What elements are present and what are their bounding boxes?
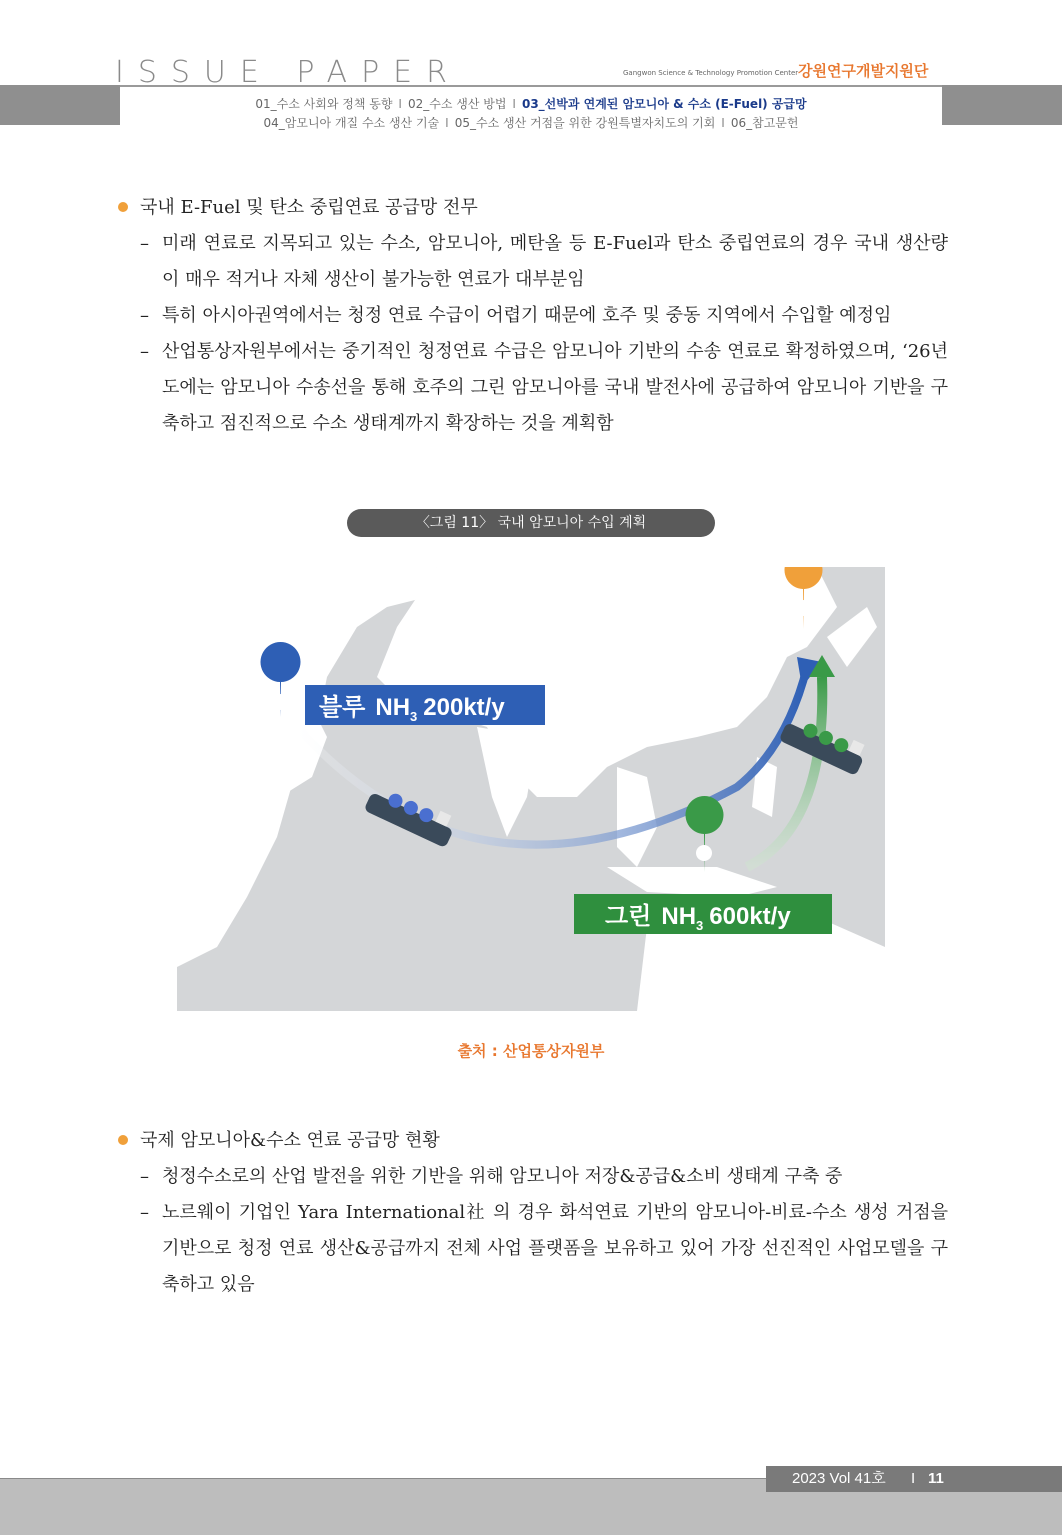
land-indonesia	[607, 867, 777, 897]
nav-separator: I	[445, 116, 449, 130]
volume-label: 2023 Vol 41호	[792, 1470, 886, 1487]
nav-item-04[interactable]: 04_암모니아 개질 수소 생산 기술	[263, 116, 440, 130]
list-item	[118, 334, 948, 442]
nav-separator: I	[398, 97, 402, 111]
nav-separator: I	[721, 116, 725, 130]
nav-item-05[interactable]: 05_수소 생산 거점을 위한 강원특별자치도의 기회	[454, 116, 716, 130]
org-name-korean: 강원연구개발지원단	[798, 62, 929, 80]
list-item	[118, 298, 948, 334]
section-heading-text: 국제 암모니아&수소 연료 공급망 현황	[140, 1130, 440, 1151]
blue-nh3-subscript: 3	[410, 709, 418, 724]
dash-icon: –	[140, 341, 149, 362]
section-international-supply-chain	[118, 1123, 948, 1303]
header-band-right-accent	[942, 85, 1062, 125]
list-item-text: 미래 연료로 지목되고 있는 수소, 암모니아, 메탄올 등 E-Fuel과 탄소 중립연료의 경우 국내 생산량이 매우 적거나 자체 생산이 불가능한 연료가 대부분임	[162, 233, 948, 290]
green-amount: 600kt/y	[709, 903, 791, 930]
land-seasia	[617, 767, 657, 867]
land-japan	[827, 607, 877, 667]
list-item-text: 노르웨이 기업인 Yara International社 의 경우 화석연료 기반의 암모니아-비료-수소 생성 거점을 기반으로 청정 연료 생산&공급까지 전체 사업 플랫폼을 보유하고 있어 가장 선진적인 사업모델을 구축하고 있음	[162, 1202, 948, 1295]
footer-page-tab	[766, 1466, 1062, 1492]
figure-source: 출처 : 산업통상자원부	[457, 1042, 605, 1060]
page-number: 11	[928, 1470, 944, 1487]
bullet-dot-icon	[118, 1135, 128, 1145]
list-item	[118, 1159, 948, 1195]
ammonia-tanker-ship-icon	[364, 781, 459, 848]
list-item-text: 청정수소로의 산업 발전을 위한 기반을 위해 암모니아 저장&공급&소비 생태계 구축 중	[162, 1166, 843, 1187]
green-location-pin-icon	[686, 796, 724, 872]
section-heading	[118, 190, 948, 226]
dash-icon: –	[140, 233, 149, 254]
figure-caption: 〈그림 11〉 국내 암모니아 수입 계획	[347, 509, 715, 537]
list-item-text: 특히 아시아권역에서는 청정 연료 수급이 어렵기 때문에 호주 및 중동 지역에서 수입할 예정임	[162, 305, 892, 326]
ammonia-import-map	[177, 567, 885, 1011]
section-heading	[118, 1123, 948, 1159]
land-india	[477, 727, 537, 837]
footer-separator: I	[911, 1470, 916, 1487]
blue-nh3-formula: NH	[375, 694, 411, 721]
green-nh3-subscript: 3	[696, 918, 704, 933]
bullet-dot-icon	[118, 202, 128, 212]
nav-item-06[interactable]: 06_참고문헌	[730, 116, 799, 130]
issue-paper-logo: ISSUE PAPER	[115, 55, 461, 90]
nav-item-02[interactable]: 02_수소 생산 방법	[407, 97, 507, 111]
dash-icon: –	[140, 305, 149, 326]
list-item-text: 산업통상자원부에서는 중기적인 청정연료 수급은 암모니아 기반의 수송 연료로 확정하였으며, ‘26년도에는 암모니아 수송선을 통해 호주의 그린 암모니아를 국내 발전사에 공급하여 암모니아 기반을 구축하고 점진적으로 수소 생태계까지 확장하는 것을 계획함	[162, 341, 948, 434]
dash-icon: –	[140, 1202, 149, 1223]
nav-item-03-active[interactable]: 03_선박과 연계된 암모니아 & 수소 (E-Fuel) 공급망	[521, 97, 807, 111]
section-heading-text: 국내 E-Fuel 및 탄소 중립연료 공급망 전무	[140, 197, 478, 218]
green-nh3-formula: NH	[661, 903, 697, 930]
org-name-english: Gangwon Science & Technology Promotion Center	[623, 69, 799, 77]
section-domestic-efuel	[118, 190, 948, 442]
nav-row-1	[120, 96, 942, 112]
nav-item-01[interactable]: 01_수소 사회와 정책 동향	[255, 97, 393, 111]
header-band-left-accent	[0, 85, 120, 125]
blue-label-word: 블루	[319, 694, 366, 721]
blue-amount: 200kt/y	[423, 694, 505, 721]
nav-row-2	[120, 115, 942, 131]
dash-icon: –	[140, 1166, 149, 1187]
list-item	[118, 226, 948, 298]
map-illustration	[177, 567, 885, 1011]
nav-separator: I	[512, 97, 516, 111]
list-item	[118, 1195, 948, 1303]
green-label-word: 그린	[605, 903, 652, 930]
